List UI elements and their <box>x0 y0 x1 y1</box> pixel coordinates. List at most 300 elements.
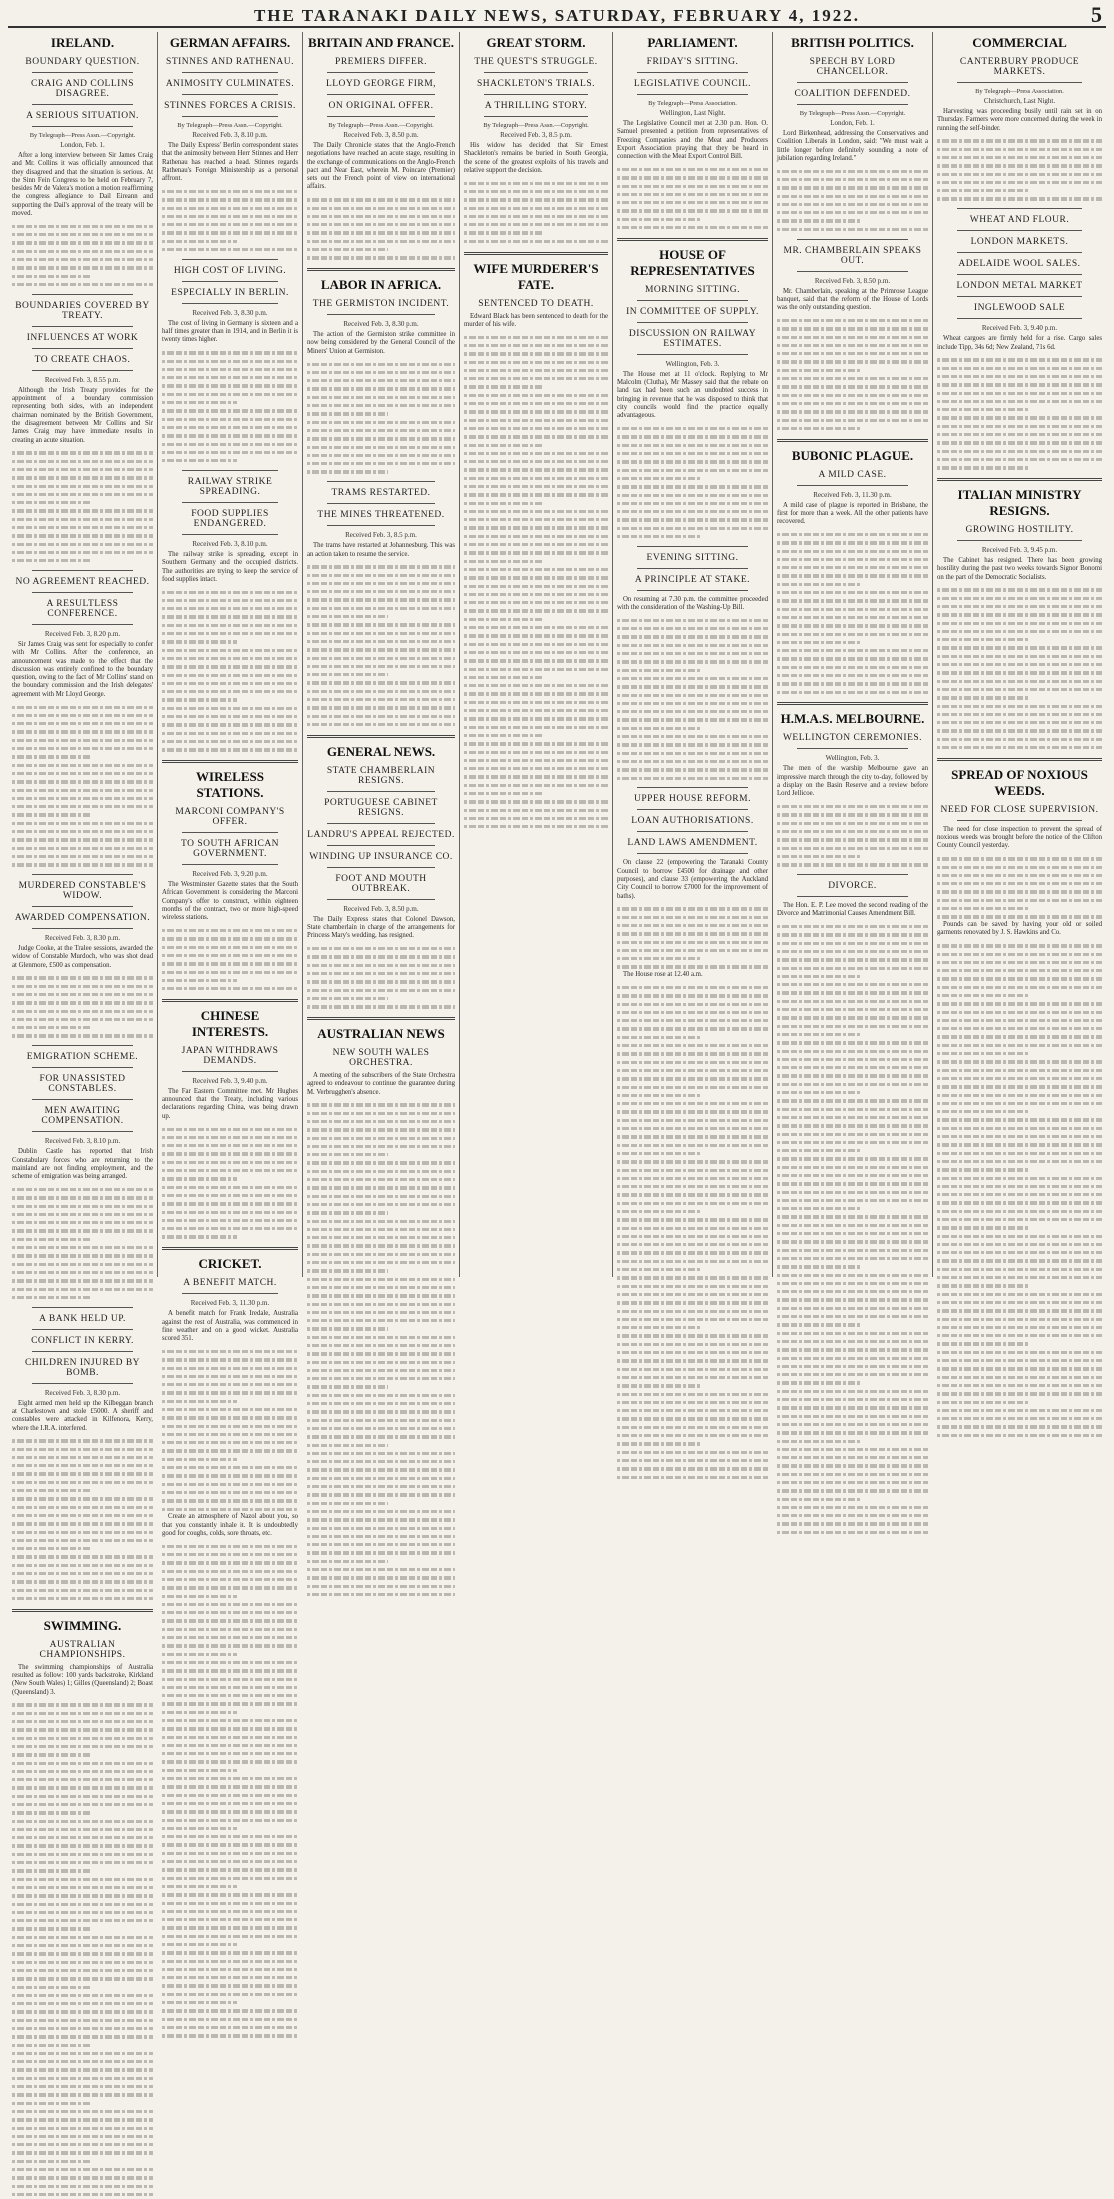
text-line-placeholder <box>12 703 153 711</box>
text-line-placeholder <box>12 836 153 844</box>
subheading-rule <box>637 568 748 569</box>
text-line-placeholder <box>162 204 298 212</box>
article-headline: BRITISH POLITICS. <box>791 35 914 50</box>
text-line-placeholder <box>937 1033 1102 1041</box>
text-line-placeholder <box>617 1315 768 1323</box>
subheading-rule <box>32 104 133 105</box>
text-line-placeholder <box>617 1299 768 1307</box>
text-line-placeholder <box>12 1817 153 1825</box>
text-line-placeholder <box>162 1949 298 1957</box>
text-line-placeholder <box>307 229 455 237</box>
text-line-placeholder <box>162 1364 298 1372</box>
newspaper-title: THE TARANAKI DAILY NEWS, SATURDAY, FEBRUARY 4, 1922. <box>253 6 861 25</box>
text-line-placeholder <box>617 741 768 749</box>
text-line-placeholder <box>937 644 1102 652</box>
article-divider <box>937 478 1102 481</box>
text-line-placeholder <box>12 1767 153 1775</box>
text-line-placeholder <box>777 1412 928 1420</box>
text-line-placeholder <box>12 2058 153 2066</box>
text-line-placeholder <box>777 1221 928 1229</box>
text-line-placeholder <box>12 1511 153 1519</box>
text-line-placeholder <box>464 806 608 814</box>
text-line-placeholder <box>937 381 1102 389</box>
text-line-placeholder <box>162 1965 298 1973</box>
dispatch-dateline: Christchurch, Last Night. <box>983 97 1056 105</box>
text-line-placeholder <box>937 1000 1102 1008</box>
text-line-placeholder <box>307 1176 455 1184</box>
text-line-placeholder <box>307 679 455 687</box>
text-line-placeholder <box>307 204 455 212</box>
subheading-rule <box>32 326 133 327</box>
text-line-placeholder <box>777 1030 860 1038</box>
text-line-placeholder <box>617 955 700 963</box>
article-subheading: MR. CHAMBERLAIN SPEAKS OUT. <box>783 245 922 266</box>
text-line-placeholder <box>307 1234 455 1242</box>
text-line-placeholder <box>12 828 153 836</box>
text-line-placeholder <box>777 1503 928 1511</box>
text-line-placeholder <box>162 1609 298 1617</box>
text-line-placeholder <box>937 1423 1102 1431</box>
text-line-placeholder <box>617 516 768 524</box>
text-line-placeholder <box>307 1200 455 1208</box>
text-line-placeholder <box>464 424 608 432</box>
text-line-placeholder <box>12 1709 153 1717</box>
text-line-placeholder <box>12 1834 153 1842</box>
text-line-placeholder <box>162 2032 298 2040</box>
text-line-placeholder <box>12 1586 153 1594</box>
text-line-placeholder <box>162 1488 298 1496</box>
text-line-placeholder <box>162 1634 298 1642</box>
text-line-placeholder <box>777 192 928 200</box>
article-body: On resuming at 7.30 p.m. the committee proceeded with the consideration of the Washing-Up Bill. <box>617 595 768 612</box>
dispatch-dateline: Received Feb. 3, 8.50 p.m. <box>343 131 419 139</box>
text-line-placeholder <box>464 640 608 648</box>
text-line-placeholder <box>464 416 608 424</box>
text-line-placeholder <box>617 749 768 757</box>
text-line-placeholder <box>162 1766 237 1774</box>
text-line-placeholder <box>464 196 608 204</box>
text-line-placeholder <box>937 431 1102 439</box>
text-line-placeholder <box>307 1101 455 1109</box>
article-subheading: PREMIERS DIFFER. <box>335 57 427 67</box>
dispatch-dateline: Received Feb. 3, 9.45 p.m. <box>981 546 1058 555</box>
article-subheading: MEN AWAITING COMPENSATION. <box>41 1106 124 1127</box>
text-line-placeholder <box>464 740 608 748</box>
text-line-placeholder <box>617 1249 768 1257</box>
text-line-placeholder <box>937 702 1102 710</box>
article-headline: H.M.A.S. MELBOURNE. <box>780 711 925 727</box>
text-line-placeholder <box>937 1216 1102 1224</box>
text-line-placeholder <box>937 1149 1102 1157</box>
text-line-placeholder <box>464 781 608 789</box>
text-line-placeholder <box>617 658 768 666</box>
dispatch-dateline: Received Feb. 3, 8.50 p.m. <box>814 276 891 285</box>
article-subheading: DISCUSSION ON RAILWAY ESTIMATES. <box>628 328 757 349</box>
text-line-placeholder <box>777 1429 928 1437</box>
article <box>617 238 768 541</box>
article-subheading: MORNING SITTING. <box>644 284 741 295</box>
text-line-placeholder <box>162 935 298 943</box>
text-line-placeholder <box>937 1307 1102 1315</box>
subheading-rule <box>327 899 435 900</box>
text-line-placeholder <box>12 1235 90 1243</box>
text-line-placeholder <box>937 1016 1102 1024</box>
text-line-placeholder <box>777 597 928 605</box>
text-line-placeholder <box>464 229 543 237</box>
text-line-placeholder <box>937 1348 1102 1356</box>
text-line-placeholder <box>617 1199 768 1207</box>
subheading-rule <box>797 748 908 749</box>
text-line-placeholder <box>162 1567 298 1575</box>
text-line-placeholder <box>12 1883 153 1891</box>
article-body: Wheat cargoes are firmly held for a rise. Cargo sales include Tipp, 34s 6d; New Zealand, 71s 6d. <box>937 335 1102 351</box>
text-line-placeholder <box>162 596 298 604</box>
text-line-placeholder <box>162 1430 298 1438</box>
text-line-placeholder <box>307 1466 455 1474</box>
text-line-placeholder <box>617 992 768 1000</box>
text-line-placeholder <box>777 1362 928 1370</box>
text-line-placeholder <box>464 565 608 573</box>
article-body: The Daily Chronicle states that the Anglo-French negotiations have reached an acute stage, resulting in the exchange of communications on the Anglo-French pact and Near East, wherein M. Poincare (Premier) sets out the French point of view on international affairs. <box>307 142 455 191</box>
article <box>162 1247 298 1513</box>
text-line-placeholder <box>777 630 928 638</box>
text-line-placeholder <box>307 1333 455 1341</box>
text-line-placeholder <box>12 1293 90 1301</box>
subheading-rule <box>182 281 278 282</box>
text-line-placeholder <box>777 1404 928 1412</box>
article <box>12 874 153 1040</box>
text-line-placeholder <box>307 402 455 410</box>
article-headline: GREAT STORM. <box>486 35 586 50</box>
text-line-placeholder <box>937 1025 1102 1033</box>
text-line-placeholder <box>464 483 608 491</box>
article <box>12 294 153 565</box>
text-line-placeholder <box>307 994 388 1002</box>
newspaper-column-1 <box>8 32 158 1696</box>
text-line-placeholder <box>617 1241 768 1249</box>
text-line-placeholder <box>162 1833 298 1841</box>
text-line-placeholder <box>617 757 768 765</box>
text-line-placeholder <box>12 1983 90 1991</box>
text-line-placeholder <box>777 539 928 547</box>
text-line-placeholder <box>617 733 768 741</box>
text-line-placeholder <box>162 1799 298 1807</box>
text-line-placeholder <box>307 1192 455 1200</box>
dispatch-dateline: Received Feb. 3, 8.10 p.m. <box>192 539 268 548</box>
text-line-placeholder <box>162 1708 237 1716</box>
text-line-placeholder <box>12 1859 153 1867</box>
text-line-placeholder <box>307 1516 455 1524</box>
dispatch-dateline: Wellington, Feb. 3. <box>665 359 720 368</box>
text-line-placeholder <box>617 474 700 482</box>
text-line-placeholder <box>777 1230 928 1238</box>
text-line-placeholder <box>777 1462 928 1470</box>
dispatch-dateline: Received Feb. 3, 8.55 p.m. <box>44 375 121 384</box>
text-line-placeholder <box>777 688 928 696</box>
text-line-placeholder <box>12 1867 90 1875</box>
text-line-placeholder <box>307 1400 455 1408</box>
article-divider <box>777 702 928 705</box>
text-line-placeholder <box>777 852 860 860</box>
text-line-placeholder <box>162 985 298 993</box>
text-line-placeholder <box>617 1042 768 1050</box>
section-rule <box>797 239 908 240</box>
text-line-placeholder <box>162 1389 298 1397</box>
text-line-placeholder <box>464 756 608 764</box>
text-line-placeholder <box>777 972 860 980</box>
text-line-placeholder <box>307 1458 455 1466</box>
text-line-placeholder <box>162 1208 298 1216</box>
text-line-placeholder <box>777 167 928 175</box>
text-line-placeholder <box>464 532 608 540</box>
subheading-rule <box>327 94 435 95</box>
article-headline: AUSTRALIAN NEWS <box>317 1026 445 1041</box>
text-line-placeholder <box>12 811 90 819</box>
text-line-placeholder <box>12 507 153 515</box>
text-line-placeholder <box>617 724 700 732</box>
article-body: The Daily Express' Berlin correspondent states that the animosity between Herr Stinnes and Herr Rathenau has reached a head. Stinnes regards Rathenau's Foreign Ministership as a personal affront. <box>162 142 298 183</box>
article-headline: WIFE MURDERER'S FATE. <box>473 260 599 292</box>
dispatch-dateline: Received Feb. 3, 8.5 p.m. <box>345 531 417 540</box>
text-line-placeholder <box>12 1219 153 1227</box>
subheading-rule <box>957 318 1082 319</box>
text-line-placeholder <box>162 1551 298 1559</box>
article-divider <box>162 1247 298 1250</box>
text-line-placeholder <box>12 1260 153 1268</box>
article-subheading: CANTERBURY PRODUCE MARKETS. <box>959 57 1080 77</box>
text-line-placeholder <box>777 622 928 630</box>
text-line-placeholder <box>464 673 543 681</box>
text-line-placeholder <box>617 207 768 215</box>
text-line-placeholder <box>307 1499 388 1507</box>
text-line-placeholder <box>464 549 608 557</box>
text-line-placeholder <box>162 1758 298 1766</box>
article-subheading: PORTUGUESE CABINET RESIGNS. <box>324 797 438 818</box>
subheading-rule <box>327 791 435 792</box>
text-line-placeholder <box>12 1503 153 1511</box>
text-line-placeholder <box>617 458 768 466</box>
text-line-placeholder <box>12 1244 153 1252</box>
text-line-placeholder <box>12 2124 153 2132</box>
text-line-placeholder <box>937 967 1102 975</box>
text-line-placeholder <box>937 880 1102 888</box>
columns-container <box>8 32 1106 1696</box>
article-headline: SPREAD OF NOXIOUS WEEDS. <box>951 766 1088 798</box>
text-line-placeholder <box>937 1298 1102 1306</box>
subheading-rule <box>637 853 748 854</box>
article-subheading: LEGISLATIVE COUNCIL. <box>633 79 752 89</box>
text-line-placeholder <box>617 1216 768 1224</box>
text-line-placeholder <box>617 938 768 946</box>
text-line-placeholder <box>617 1058 768 1066</box>
article-body: Create an atmosphere of Nazol about you, so that you constantly inhale it. It is undoubtedly good for coughs, colds, sore throats, etc. <box>162 1513 298 1537</box>
text-line-placeholder <box>777 1337 928 1345</box>
text-line-placeholder <box>937 950 1102 958</box>
text-line-placeholder <box>162 621 298 629</box>
subheading-rule <box>182 832 278 833</box>
text-line-placeholder <box>937 178 1102 186</box>
subheading-rule <box>637 809 748 810</box>
text-line-placeholder <box>617 441 768 449</box>
text-line-placeholder <box>162 415 298 423</box>
text-line-placeholder <box>464 731 543 739</box>
text-line-placeholder <box>617 1266 700 1274</box>
text-line-placeholder <box>464 391 608 399</box>
article <box>617 35 768 232</box>
subheading-rule <box>327 845 435 846</box>
text-line-placeholder <box>162 654 298 662</box>
text-line-placeholder <box>307 1391 455 1399</box>
text-line-placeholder <box>777 803 928 811</box>
text-line-placeholder <box>937 1431 1102 1439</box>
text-line-placeholder <box>617 524 768 532</box>
text-line-placeholder <box>777 1354 928 1362</box>
text-line-placeholder <box>937 1282 1028 1290</box>
subheading-rule <box>32 1329 133 1330</box>
text-line-placeholder <box>777 1180 928 1188</box>
text-line-placeholder <box>162 1356 298 1364</box>
article-subheading: CRAIG AND COLLINS DISAGREE. <box>31 79 134 99</box>
text-line-placeholder <box>12 1194 153 1202</box>
text-line-placeholder <box>937 719 1102 727</box>
text-line-placeholder <box>937 1340 1028 1348</box>
article <box>937 208 1102 472</box>
text-line-placeholder <box>12 490 153 498</box>
text-line-placeholder <box>937 1274 1102 1282</box>
subheading-rule <box>32 1383 133 1384</box>
text-line-placeholder <box>937 187 1028 195</box>
text-line-placeholder <box>307 1308 455 1316</box>
subheading-rule <box>484 94 588 95</box>
article-subheading: BOUNDARIES COVERED BY TREATY. <box>15 300 150 321</box>
article-headline: HOUSE OF REPRESENTATIVES <box>630 246 755 278</box>
text-line-placeholder <box>12 2107 153 2115</box>
dispatch-dateline: Wellington, Last Night. <box>659 109 726 117</box>
text-line-placeholder <box>937 1108 1028 1116</box>
text-line-placeholder <box>464 599 608 607</box>
text-line-placeholder <box>777 1512 928 1520</box>
dispatch-dateline: London, Feb. 1. <box>830 119 875 127</box>
article-divider <box>307 268 455 271</box>
text-line-placeholder <box>617 1324 700 1332</box>
text-line-placeholder <box>617 1033 700 1041</box>
text-line-placeholder <box>162 1233 237 1241</box>
article <box>937 758 1102 921</box>
text-line-placeholder <box>12 1553 153 1561</box>
text-line-placeholder <box>12 1800 153 1808</box>
text-line-placeholder <box>162 1775 298 1783</box>
text-line-placeholder <box>937 627 1102 635</box>
text-line-placeholder <box>777 1271 928 1279</box>
article-divider <box>464 252 608 255</box>
text-line-placeholder <box>12 1528 153 1536</box>
text-line-placeholder <box>777 580 860 588</box>
article-headline: WIRELESS STATIONS. <box>196 769 264 801</box>
text-line-placeholder <box>777 1379 860 1387</box>
text-line-placeholder <box>777 1470 928 1478</box>
text-line-placeholder <box>617 1274 768 1282</box>
text-line-placeholder <box>12 1210 153 1218</box>
section-rule <box>327 481 435 482</box>
article-subheading: FOOT AND MOUTH OUTBREAK. <box>335 873 427 894</box>
text-line-placeholder <box>162 1158 298 1166</box>
text-line-placeholder <box>777 209 928 217</box>
article-subheading: AUSTRALIAN CHAMPIONSHIPS. <box>39 1639 126 1660</box>
text-line-placeholder <box>937 942 1102 950</box>
text-line-placeholder <box>307 986 455 994</box>
subheading-rule <box>957 252 1082 253</box>
text-line-placeholder <box>307 953 455 961</box>
text-line-placeholder <box>777 1213 928 1221</box>
text-line-placeholder <box>12 1495 153 1503</box>
text-line-placeholder <box>464 823 608 831</box>
text-line-placeholder <box>777 655 928 663</box>
text-line-placeholder <box>617 1382 700 1390</box>
article-subheading: HIGH COST OF LIVING. <box>173 265 287 276</box>
section-rule <box>32 874 133 875</box>
text-line-placeholder <box>12 1842 153 1850</box>
article-subheading: BOUNDARY QUESTION. <box>25 57 140 67</box>
text-line-placeholder <box>617 1373 768 1381</box>
text-line-placeholder <box>777 1487 928 1495</box>
text-line-placeholder <box>777 1296 928 1304</box>
text-line-placeholder <box>777 811 928 819</box>
text-line-placeholder <box>937 1232 1102 1240</box>
text-line-placeholder <box>777 861 928 869</box>
text-line-placeholder <box>937 1124 1102 1132</box>
dispatch-dateline: Received Feb. 3, 8.10 p.m. <box>192 131 268 139</box>
text-line-placeholder <box>617 1158 768 1166</box>
text-line-placeholder <box>777 175 928 183</box>
text-line-placeholder <box>307 978 455 986</box>
article-subheading: JAPAN WITHDRAWS DEMANDS. <box>181 1045 279 1066</box>
subheading-rule <box>327 503 435 504</box>
text-line-placeholder <box>777 1080 928 1088</box>
text-line-placeholder <box>162 1592 237 1600</box>
text-line-placeholder <box>777 1288 928 1296</box>
text-line-placeholder <box>162 1808 298 1816</box>
text-line-placeholder <box>12 1462 153 1470</box>
text-line-placeholder <box>162 1982 298 1990</box>
text-line-placeholder <box>12 720 153 728</box>
text-line-placeholder <box>617 450 768 458</box>
article-subheading: THE MINES THREATENED. <box>317 510 445 521</box>
text-line-placeholder <box>937 1207 1102 1215</box>
text-line-placeholder <box>307 360 455 368</box>
text-line-placeholder <box>464 814 608 822</box>
text-line-placeholder <box>162 1455 237 1463</box>
text-line-placeholder <box>617 224 768 232</box>
article-subheading: TRAMS RESTARTED. <box>331 488 431 499</box>
text-line-placeholder <box>464 624 608 632</box>
text-line-placeholder <box>12 1202 153 1210</box>
article-subheading: ADELAIDE WOOL SALES. <box>958 259 1081 270</box>
text-line-placeholder <box>464 221 608 229</box>
text-line-placeholder <box>162 1783 298 1791</box>
text-line-placeholder <box>937 1290 1102 1298</box>
text-line-placeholder <box>937 372 1102 380</box>
text-line-placeholder <box>162 365 298 373</box>
article <box>777 35 928 234</box>
text-line-placeholder <box>617 905 768 913</box>
text-line-placeholder <box>937 1050 1028 1058</box>
text-line-placeholder <box>12 2157 90 2165</box>
article-subheading: GROWING HOSTILITY. <box>965 525 1074 536</box>
text-line-placeholder <box>777 663 928 671</box>
text-line-placeholder <box>937 685 1102 693</box>
article-subheading: A MILD CASE. <box>818 469 887 480</box>
dispatch-dateline: Received Feb. 3, 8.30 p.m. <box>343 320 419 329</box>
